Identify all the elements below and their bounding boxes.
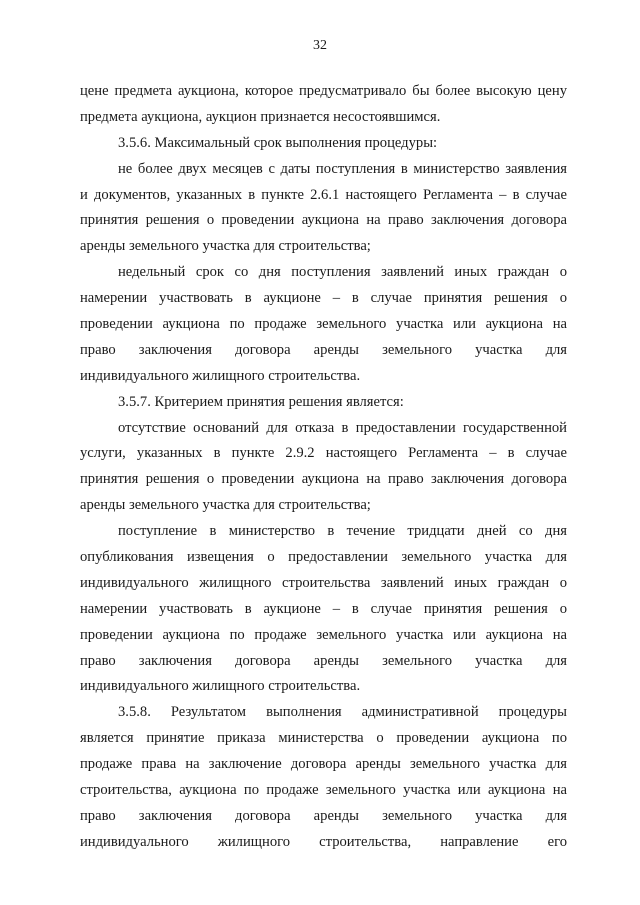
text-line: принятия решения о проведении аукциона на право заключения договора	[80, 212, 567, 229]
text-line: отсутствие оснований для отказа в предоставлении государственной	[118, 419, 567, 436]
text-line: аренды земельного участка для строительства;	[80, 238, 371, 255]
text-line: намерении участвовать в аукционе – в случае принятия решения о	[80, 290, 567, 307]
text-line: поступление в министерство в течение тридцати дней со дня	[118, 523, 567, 540]
text-line: право заключения договора аренды земельного участка для	[80, 341, 567, 358]
text-line: опубликования извещения о предоставлении земельного участка для	[80, 549, 567, 566]
text-line: услуги, указанных в пункте 2.9.2 настоящего Регламента – в случае	[80, 445, 567, 462]
text-line: индивидуального жилищного строительства заявлений иных граждан о	[80, 574, 567, 591]
text-line: продаже права на заключение договора аренды земельного участка для	[80, 756, 567, 773]
text-line: недельный срок со дня поступления заявлений иных граждан о	[118, 264, 567, 281]
text-line: аренды земельного участка для строительства;	[80, 497, 371, 514]
text-line: не более двух месяцев с даты поступления в министерство заявления	[118, 160, 567, 177]
text-line: индивидуального жилищного строительства.	[80, 678, 361, 695]
text-line: 3.5.6. Максимальный срок выполнения процедуры:	[118, 134, 438, 151]
text-line: проведении аукциона по продаже земельного участка или аукциона на	[80, 626, 567, 643]
text-line: индивидуального жилищного строительства.	[80, 367, 361, 384]
text-line: проведении аукциона по продаже земельного участка или аукциона на	[80, 316, 567, 333]
text-line: является принятие приказа министерства о проведении аукциона по	[80, 730, 567, 747]
text-line: 3.5.7. Критерием принятия решения является:	[118, 393, 404, 410]
text-line: цене предмета аукциона, которое предусматривало бы более высокую цену	[80, 83, 567, 99]
text-line: право заключения договора аренды земельного участка для	[80, 652, 567, 669]
text-line: 3.5.8. Результатом выполнения административной процедуры	[118, 704, 567, 721]
page-number: 32	[313, 38, 327, 53]
text-line: намерении участвовать в аукционе – в случае принятия решения о	[80, 600, 567, 617]
text-line: принятия решения о проведении аукциона на право заключения договора	[80, 471, 567, 488]
text-line: право заключения договора аренды земельного участка для	[80, 807, 567, 824]
text-line: предмета аукциона, аукцион признается несостоявшимся.	[80, 108, 441, 125]
document-body	[80, 79, 567, 856]
text-line: и документов, указанных в пункте 2.6.1 настоящего Регламента – в случае	[80, 186, 567, 203]
text-line: строительства, аукциона по продаже земельного участка или аукциона на	[80, 782, 567, 799]
text-line: индивидуального жилищного строительства, направление его	[80, 833, 567, 850]
